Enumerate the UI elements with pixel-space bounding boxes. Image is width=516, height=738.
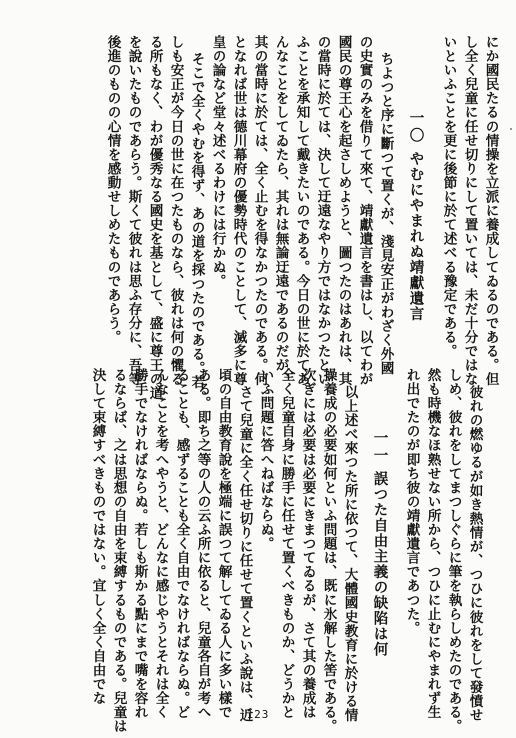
text-column: し全く兒童に任せ切りにして置いては、未だ十分ではな (461, 35, 478, 387)
text-column: 全く兒童自身に勝手に任せて置くべきものか、どうかと (278, 368, 295, 720)
text-column: 頃の自由教育說を極端に誤つて解してゐる人に多い樣で (215, 368, 232, 720)
text-column: るならば、之は思想の自由を束縛するものである。兒童は (110, 368, 127, 734)
text-column: 次ぎには必要は必要にきまつてゐるが、さて其の養成は (299, 368, 316, 720)
section-title: 誤つた自由主義の缺陷は何 (371, 471, 389, 657)
text-column: いといふことを更に後節に於て述べる豫定である。 (440, 35, 457, 359)
section-heading-11 (372, 430, 387, 657)
section-title: やむにやまれぬ靖獻遺言 (407, 151, 425, 322)
text-column: 然も時機なほ熟せない所から、つひに止むにやまれず生 (424, 368, 441, 720)
text-column: しめ、彼れをしてまつしぐらに筆を執らしめたのである。 (445, 368, 462, 734)
text-column: れ出でたのが即ち彼の靖獻遺言であつた。 (403, 368, 420, 635)
text-column: 後進のものの心情を感動せしめたものであらう。 (104, 35, 121, 345)
text-column: にか國民たるの情操を立派に養成してゐるのである。但 (482, 35, 499, 387)
print-speck (510, 128, 512, 130)
text-column: んなことを考へやうと、どんなに感じやうとそれは全く (152, 368, 169, 720)
text-column: んなことをしてゐたら、其れは無論迂遠であるのだが、 (272, 35, 289, 387)
text-column: 決して束縛すべきものではない。宜しく全く自由でな (89, 368, 106, 706)
text-column: る所もなく、わが優秀なる國史を基として、盛に尊王の道 (146, 35, 163, 401)
text-column: ふことを承知して戴きたいのである。今日の世に於てあ (293, 35, 310, 387)
text-column: ちよつと序に斷つて置くが、淺見安正がわざく外國 (377, 52, 394, 376)
text-column: 國民の尊王心を起さしめようと、圖つたのはあれは、其 (335, 35, 352, 387)
section-number: 一一 (371, 430, 389, 465)
text-column: さて兒童に全く任せ切りに任せて置くといふ說は、近 (236, 385, 253, 723)
text-column: ある。即ち之等の人の云ふ所に依ると、兒童各自が考へ (194, 368, 211, 720)
text-column: 勝手でなければならぬ。若しも斯かる點にまで嘴を容れ (131, 368, 148, 720)
page-number: 123 (246, 708, 270, 721)
text-column: の史實のみを借りて來て、靖獻遺言を書はし、以てわが (356, 35, 373, 387)
text-column: 以上述べ來つた所に依つて、大體國史教育に於ける情 (341, 385, 358, 723)
text-column: を說いたものであらう。斯くて彼れは思ふ存分に、吾等 (125, 35, 142, 387)
section-number: 一〇 (407, 110, 425, 145)
text-column: となれば世は德川幕府の優勢時代のことして、滅多に尊 (230, 35, 247, 387)
text-column: の當時に於ては、決して迂遠なやり方ではなかつたとい (314, 35, 331, 387)
text-column: 其の當時に於ては、全く止むを得なかつたのである。何 (251, 35, 268, 387)
text-column: 皇の論など堂々述べるわけには行かぬ。 (209, 35, 226, 288)
section-heading-10 (408, 110, 423, 322)
text-column: いふ問題に答へねばならぬ。 (257, 368, 274, 551)
text-column: しも安正が今日の世に在つたものなら、彼れは何の懼る (167, 35, 184, 387)
text-column: ることも、感ずることも全く自由でなければならぬ。ど (173, 368, 190, 720)
text-column: そこで全くやむを得ず、あの道を採つたのである。若 (188, 52, 205, 390)
text-column: 操養成の必要如何といふ問題は、既に氷解した筈である。 (320, 368, 337, 734)
text-column: 彼れの燃ゆるが如き熱情が、つひに彼れをして發憤せ (466, 385, 483, 723)
